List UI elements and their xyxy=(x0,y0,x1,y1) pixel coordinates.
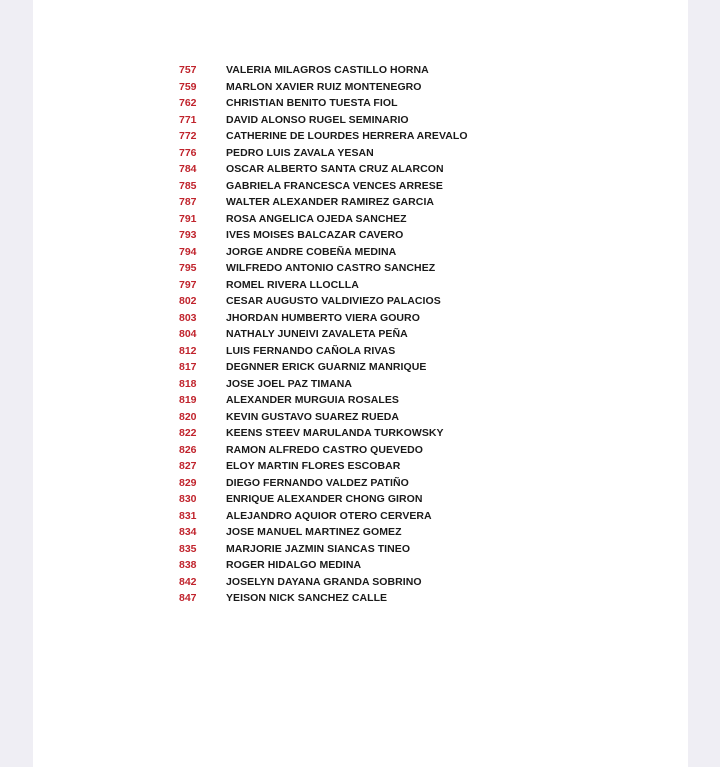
entry-number: 829 xyxy=(179,476,197,489)
entry-number: 842 xyxy=(179,575,197,588)
entry-name: GABRIELA FRANCESCA VENCES ARRESE xyxy=(226,179,443,192)
list-item xyxy=(179,343,468,360)
list-item xyxy=(179,79,468,96)
entry-name: KEENS STEEV MARULANDA TURKOWSKY xyxy=(226,427,444,439)
entry-number: 812 xyxy=(179,344,197,357)
entry-name: ELOY MARTIN FLORES ESCOBAR xyxy=(226,460,401,472)
entry-name: VALERIA MILAGROS CASTILLO HORNA xyxy=(226,64,429,76)
entry-number: 820 xyxy=(179,410,197,423)
list-item xyxy=(179,574,468,591)
list-item xyxy=(179,442,468,459)
entry-name: RAMON ALFREDO CASTRO QUEVEDO xyxy=(226,443,424,456)
list-item xyxy=(179,260,468,277)
entry-number: 835 xyxy=(179,542,197,555)
list-item xyxy=(179,227,468,244)
entry-name: JOSE MANUEL MARTINEZ GOMEZ xyxy=(226,526,402,538)
entry-name: WALTER ALEXANDER RAMIREZ GARCIA xyxy=(226,196,435,208)
entry-name: JOSELYN DAYANA GRANDA SOBRINO xyxy=(226,575,422,588)
entry-number: 794 xyxy=(179,245,197,258)
list-item xyxy=(179,145,468,162)
entry-name: DEGNNER ERICK GUARNIZ MANRIQUE xyxy=(226,361,427,373)
entry-number: 785 xyxy=(179,179,197,192)
entry-list xyxy=(179,62,468,607)
entry-name: ALEJANDRO AQUIOR OTERO CERVERA xyxy=(226,509,432,522)
entry-number: 797 xyxy=(179,278,197,291)
entry-name: MARJORIE JAZMIN SIANCAS TINEO xyxy=(226,542,411,555)
document-page xyxy=(33,0,688,767)
list-item xyxy=(179,95,468,112)
list-item xyxy=(179,194,468,211)
entry-number: 803 xyxy=(179,311,197,324)
entry-name: ENRIQUE ALEXANDER CHONG GIRON xyxy=(226,493,423,505)
list-item xyxy=(179,557,468,574)
entry-number: 834 xyxy=(179,526,197,538)
entry-number: 826 xyxy=(179,443,197,456)
entry-number: 819 xyxy=(179,394,197,406)
entry-name: JHORDAN HUMBERTO VIERA GOURO xyxy=(226,311,420,324)
entry-number: 817 xyxy=(179,361,197,373)
entry-number: 802 xyxy=(179,295,197,307)
entry-name: ROGER HIDALGO MEDINA xyxy=(226,559,362,571)
entry-name: IVES MOISES BALCAZAR CAVERO xyxy=(226,229,404,241)
entry-number: 791 xyxy=(179,212,197,225)
entry-name: ROMEL RIVERA LLOCLLA xyxy=(226,278,359,291)
entry-name: CESAR AUGUSTO VALDIVIEZO PALACIOS xyxy=(226,295,441,307)
entry-number: 827 xyxy=(179,460,197,472)
entry-name: WILFREDO ANTONIO CASTRO SANCHEZ xyxy=(226,262,436,274)
entry-number: 793 xyxy=(179,229,197,241)
entry-number: 757 xyxy=(179,64,197,76)
list-item xyxy=(179,491,468,508)
entry-number: 831 xyxy=(179,509,197,522)
list-item xyxy=(179,244,468,261)
entry-number: 776 xyxy=(179,146,197,159)
entry-name: OSCAR ALBERTO SANTA CRUZ ALARCON xyxy=(226,163,444,175)
entry-name: MARLON XAVIER RUIZ MONTENEGRO xyxy=(226,80,422,93)
entry-number: 830 xyxy=(179,493,197,505)
list-item xyxy=(179,178,468,195)
entry-number: 822 xyxy=(179,427,197,439)
entry-name: ALEXANDER MURGUIA ROSALES xyxy=(226,394,399,406)
entry-number: 784 xyxy=(179,163,197,175)
list-item xyxy=(179,508,468,525)
entry-number: 795 xyxy=(179,262,197,274)
list-item xyxy=(179,293,468,310)
list-item xyxy=(179,458,468,475)
entry-number: 762 xyxy=(179,97,197,109)
entry-name: CATHERINE DE LOURDES HERRERA AREVALO xyxy=(226,130,468,142)
entry-number: 771 xyxy=(179,113,197,126)
list-item xyxy=(179,425,468,442)
entry-name: KEVIN GUSTAVO SUAREZ RUEDA xyxy=(226,410,400,423)
entry-number: 759 xyxy=(179,80,197,93)
list-item xyxy=(179,211,468,228)
list-item xyxy=(179,590,468,607)
entry-name: ROSA ANGELICA OJEDA SANCHEZ xyxy=(226,212,407,225)
entry-number: 838 xyxy=(179,559,197,571)
list-item xyxy=(179,62,468,79)
list-item xyxy=(179,277,468,294)
list-item xyxy=(179,310,468,327)
entry-name: DAVID ALONSO RUGEL SEMINARIO xyxy=(226,113,409,126)
entry-number: 772 xyxy=(179,130,197,142)
entry-number: 818 xyxy=(179,377,197,390)
list-item xyxy=(179,409,468,426)
list-item xyxy=(179,326,468,343)
list-item xyxy=(179,161,468,178)
list-item xyxy=(179,112,468,129)
entry-name: JOSE JOEL PAZ TIMANA xyxy=(226,377,353,390)
entry-name: DIEGO FERNANDO VALDEZ PATIÑO xyxy=(226,476,409,489)
entry-name: JORGE ANDRE COBEÑA MEDINA xyxy=(226,245,397,258)
entry-name: YEISON NICK SANCHEZ CALLE xyxy=(226,592,388,604)
list-item xyxy=(179,541,468,558)
list-item xyxy=(179,392,468,409)
entry-name: NATHALY JUNEIVI ZAVALETA PEÑA xyxy=(226,328,408,340)
entry-name: PEDRO LUIS ZAVALA YESAN xyxy=(226,146,374,159)
list-item xyxy=(179,475,468,492)
list-item xyxy=(179,359,468,376)
entry-name: CHRISTIAN BENITO TUESTA FIOL xyxy=(226,97,398,109)
list-item xyxy=(179,376,468,393)
entry-number: 847 xyxy=(179,592,197,604)
list-item xyxy=(179,524,468,541)
list-item xyxy=(179,128,468,145)
entry-name: LUIS FERNANDO CAÑOLA RIVAS xyxy=(226,344,396,357)
entry-number: 804 xyxy=(179,328,197,340)
entry-number: 787 xyxy=(179,196,197,208)
